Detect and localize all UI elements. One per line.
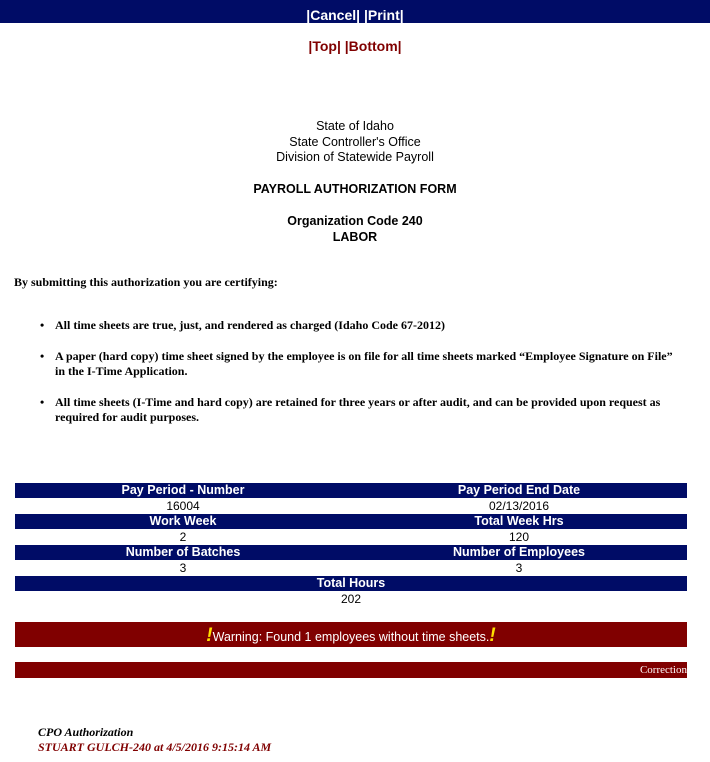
- page-nav: [0, 38, 710, 54]
- cpo-authorization-title: CPO Authorization: [38, 725, 134, 739]
- warning-icon: !: [206, 625, 213, 646]
- pay-period-end-label: Pay Period End Date: [457, 483, 581, 497]
- summary-value-row: [15, 498, 687, 514]
- office-name: State Controller's Office: [289, 134, 421, 149]
- summary-header-row: [15, 514, 687, 529]
- pipe-separator: |: [397, 38, 402, 54]
- summary-header-row: [15, 483, 687, 498]
- warning-text: Warning: Found 1 employees without time sheets.: [212, 630, 490, 644]
- list-item: • All time sheets (I-Time and hard copy) are retained for three years or after audit, and can be provided upon request as required for audit purposes.: [40, 395, 680, 426]
- summary-value-row: [15, 560, 687, 576]
- payroll-summary-table: [15, 483, 687, 607]
- pipe-separator: |: [306, 7, 311, 23]
- total-hours-label: Total Hours: [316, 576, 386, 590]
- warning-icon: !: [489, 625, 496, 646]
- top-toolbar: [0, 0, 710, 23]
- work-week-value: 2: [179, 530, 187, 544]
- batches-value: 3: [179, 561, 187, 575]
- top-link[interactable]: Top: [312, 38, 337, 54]
- cpo-authorization: [38, 725, 271, 754]
- organization-name: LABOR: [332, 230, 378, 244]
- pipe-separator: |: [308, 38, 313, 54]
- total-week-hrs-label: Total Week Hrs: [474, 514, 564, 528]
- summary-header-row: [15, 545, 687, 560]
- pipe-separator: |: [399, 7, 404, 23]
- correction-bar: [15, 662, 687, 678]
- warning-banner: [15, 622, 687, 647]
- pipe-separator: |: [356, 7, 361, 23]
- agency-header: [0, 119, 710, 166]
- summary-value-row: [15, 591, 687, 607]
- list-item: • All time sheets are true, just, and rendered as charged (Idaho Code 67-2012): [40, 318, 680, 334]
- cpo-authorization-signer: STUART GULCH-240 at 4/5/2016 9:15:14 AM: [38, 739, 272, 754]
- certification-intro: By submitting this authorization you are certifying:: [14, 275, 278, 289]
- state-name: State of Idaho: [316, 119, 394, 133]
- summary-value-row: [15, 529, 687, 545]
- organization-block: [0, 213, 710, 245]
- organization-code: Organization Code 240: [287, 214, 423, 228]
- print-link[interactable]: Print: [367, 7, 400, 23]
- cancel-link[interactable]: Cancel: [310, 7, 357, 23]
- certification-list: [40, 318, 680, 441]
- pipe-separator: |: [344, 38, 349, 54]
- summary-header-row: [15, 576, 687, 591]
- pay-period-end-value: 02/13/2016: [488, 499, 550, 513]
- employees-value: 3: [515, 561, 523, 575]
- form-title: PAYROLL AUTHORIZATION FORM: [253, 182, 457, 196]
- total-week-hrs-value: 120: [508, 530, 530, 544]
- employees-label: Number of Employees: [453, 545, 585, 559]
- list-item: • A paper (hard copy) time sheet signed by the employee is on file for all time sheets marked “Employee Signature on File” in the I-Time Application.: [40, 349, 680, 380]
- division-name: Division of Statewide Payroll: [276, 150, 434, 164]
- work-week-label: Work Week: [149, 514, 217, 528]
- bottom-link[interactable]: Bottom: [348, 38, 398, 54]
- pay-period-number-label: Pay Period - Number: [121, 483, 245, 497]
- correction-link[interactable]: Correction: [639, 664, 687, 676]
- pay-period-number-value: 16004: [166, 499, 200, 513]
- pipe-separator: |: [336, 38, 341, 54]
- total-hours-value: 202: [340, 592, 362, 606]
- batches-label: Number of Batches: [125, 545, 241, 559]
- pipe-separator: |: [363, 7, 368, 23]
